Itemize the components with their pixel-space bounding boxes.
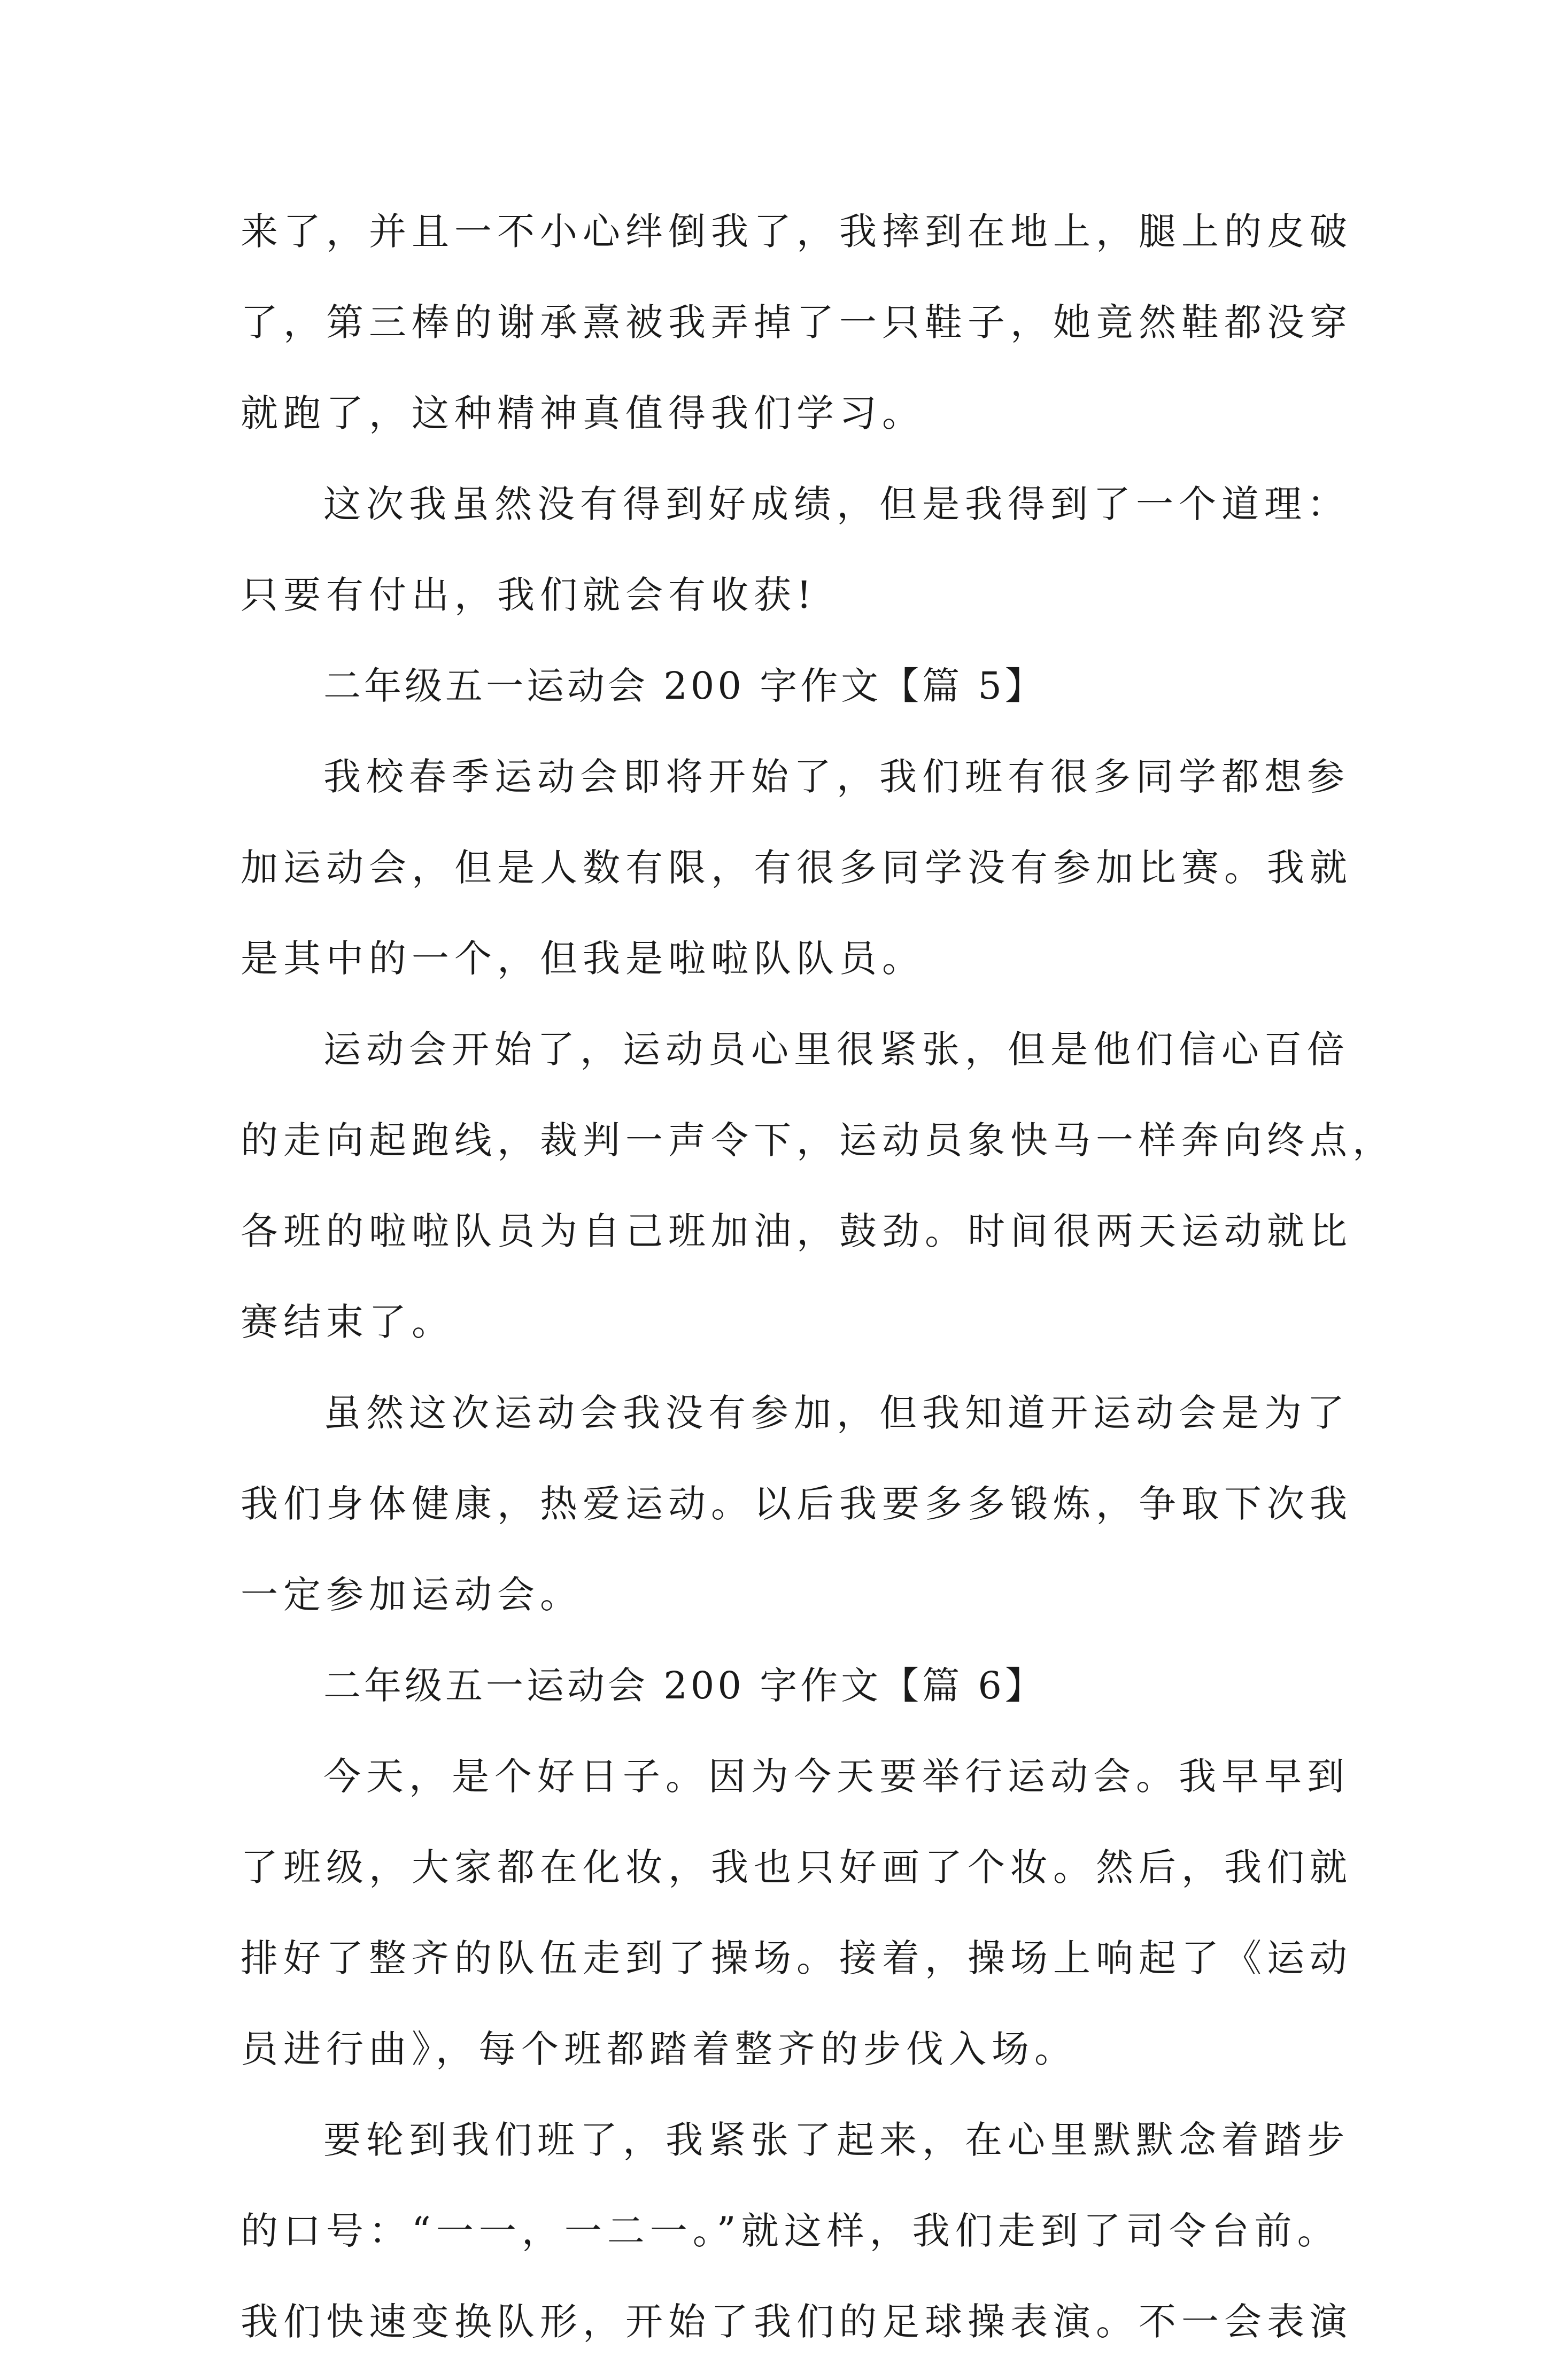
text-line: 来了，并且一不小心绊倒我了，我摔到在地上，腿上的皮破 (241, 210, 1352, 253)
text-line: 的口号：“一一，一二一。”就这样，我们走到了司令台前。 (241, 2209, 1340, 2253)
paragraph-first-line: 要轮到我们班了，我紧张了起来，在心里默默念着踏步 (323, 2118, 1350, 2162)
text-line: 赛结束了。 (241, 1300, 454, 1344)
paragraph-first-line: 今天，是个好日子。因为今天要举行运动会。我早早到 (323, 1755, 1350, 1798)
section-heading-6: 二年级五一运动会 200 字作文【篇 6】 (323, 1664, 1046, 1707)
paragraph-first-line: 这次我虽然没有得到好成绩，但是我得到了一个道理： (323, 482, 1350, 526)
text-line: 是其中的一个，但我是啦啦队队员。 (241, 937, 925, 980)
paragraph-first-line: 我校春季运动会即将开始了，我们班有很多同学都想参 (323, 755, 1350, 799)
text-line: 各班的啦啦队员为自己班加油，鼓劲。时间很两天运动就比 (241, 1209, 1352, 1253)
text-line: 一定参加运动会。 (241, 1573, 583, 1617)
text-line: 的走向起跑线，裁判一声令下，运动员象快马一样奔向终点， (241, 1118, 1395, 1162)
text-line: 员进行曲》，每个班都踏着整齐的步伐入场。 (241, 2027, 1077, 2071)
section-heading-5: 二年级五一运动会 200 字作文【篇 5】 (323, 664, 1046, 708)
text-line: 只要有付出，我们就会有收获! (241, 573, 817, 617)
text-line: 加运动会，但是人数有限，有很多同学没有参加比赛。我就 (241, 846, 1352, 890)
text-line: 排好了整齐的队伍走到了操场。接着，操场上响起了《运动 (241, 1936, 1352, 1980)
text-line: 我们快速变换队形，开始了我们的足球操表演。不一会表演 (241, 2300, 1352, 2344)
text-line: 了班级，大家都在化妆，我也只好画了个妆。然后，我们就 (241, 1845, 1352, 1889)
paragraph-first-line: 运动会开始了，运动员心里很紧张，但是他们信心百倍 (323, 1027, 1350, 1071)
paragraph-first-line: 虽然这次运动会我没有参加，但我知道开运动会是为了 (323, 1391, 1350, 1435)
text-line: 就跑了，这种精神真值得我们学习。 (241, 391, 925, 435)
text-line: 我们身体健康，热爱运动。以后我要多多锻炼，争取下次我 (241, 1482, 1352, 1526)
text-line: 了，第三棒的谢承熹被我弄掉了一只鞋子，她竟然鞋都没穿 (241, 300, 1352, 344)
document-body (241, 199, 1395, 2380)
